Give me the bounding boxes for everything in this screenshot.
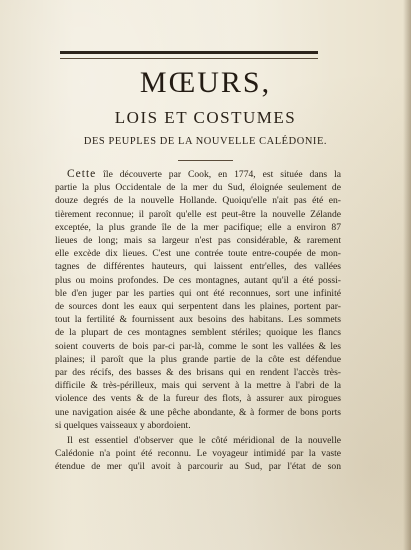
text-line: tagnes de différentes hauteurs, qui laissent entr'elles, des vallées [55, 261, 341, 273]
text-line: tout la fertilité & fournissent aux besoins des habitans. Les sommets [55, 314, 341, 326]
text-line: elle excède dix lieues. C'est une contrée toute entre-coupée de mon- [55, 248, 341, 260]
text-line: lieues de long; mais sa largeur n'est pas considérable, & rarement [55, 235, 341, 247]
paragraph-2 [55, 434, 341, 474]
text-line: une navigation aisée & une pêche abondante, & à former de bons ports [55, 406, 341, 418]
page-title: MŒURS, [139, 66, 272, 99]
text-line: violence des vents & de la fureur des flots, à assurer aux pirogues [55, 393, 341, 405]
text-line: exceptée, la plus grande île de la mer pacifique; elle a environ 87 [55, 221, 341, 233]
text-line: plaines; il paroît que la plus grande partie de la côte est défendue [55, 353, 341, 365]
text-line-content: île découverte par Cook, en 1774, est située dans la [103, 169, 341, 180]
text-line: soient couverts de bois par-ci par-là, comme le sont les vallées & les [55, 340, 341, 352]
text-line: douze degrés de la nouvelle Hollande. Quoiqu'elle n'ait pas été en- [55, 195, 341, 207]
paragraph-1 [55, 168, 341, 432]
text-line [55, 168, 341, 181]
text-line: étendue de mer qu'il avoit à parcourir au Sud, par l'état de son [55, 461, 341, 473]
text-line: partie la plus Occidentale de la mer du Sud, éloignée seulement de [55, 182, 341, 194]
text-line: de sources dont les eaux qui serpentent dans les plaines, portent par- [55, 301, 341, 313]
text-line: de la plupart de ces montagnes semblent stériles; quoique les flancs [55, 327, 341, 339]
text-line: tièrement reconnue; il paroît qu'elle est peut-être la nouvelle Zélande [55, 208, 341, 220]
header-rule-thin [60, 58, 318, 59]
paragraph-initial-word: Cette [67, 168, 97, 180]
text-line: difficile & très-périlleux, mais qui servent à la mettre à l'abri de la [55, 380, 341, 392]
body-text [55, 168, 341, 474]
text-line: par des récifs, des basses & des brisans qui en rendent l'accès très- [55, 367, 341, 379]
text-line: ble d'en juger par les parties qui ont été reconnues, sort une infinité [55, 287, 341, 299]
page-subtitle: LOIS ET COSTUMES [114, 108, 297, 127]
text-line: si quelques vaisseaux y abordoient. [55, 419, 191, 431]
text-line: Il est essentiel d'observer que le côté méridional de la nouvelle [67, 435, 341, 447]
title-separator [178, 160, 233, 161]
header-rule-thick [60, 51, 318, 54]
text-line: plus ou moins profondes. De ces montagnes, autant qu'il a été possi- [55, 274, 341, 286]
page-subtitle-secondary: DES PEUPLES DE LA NOUVELLE CALÉDONIE. [83, 136, 328, 147]
text-line: Calédonie n'a point été reconnu. Le voyageur intimidé par la vaste [55, 448, 341, 460]
